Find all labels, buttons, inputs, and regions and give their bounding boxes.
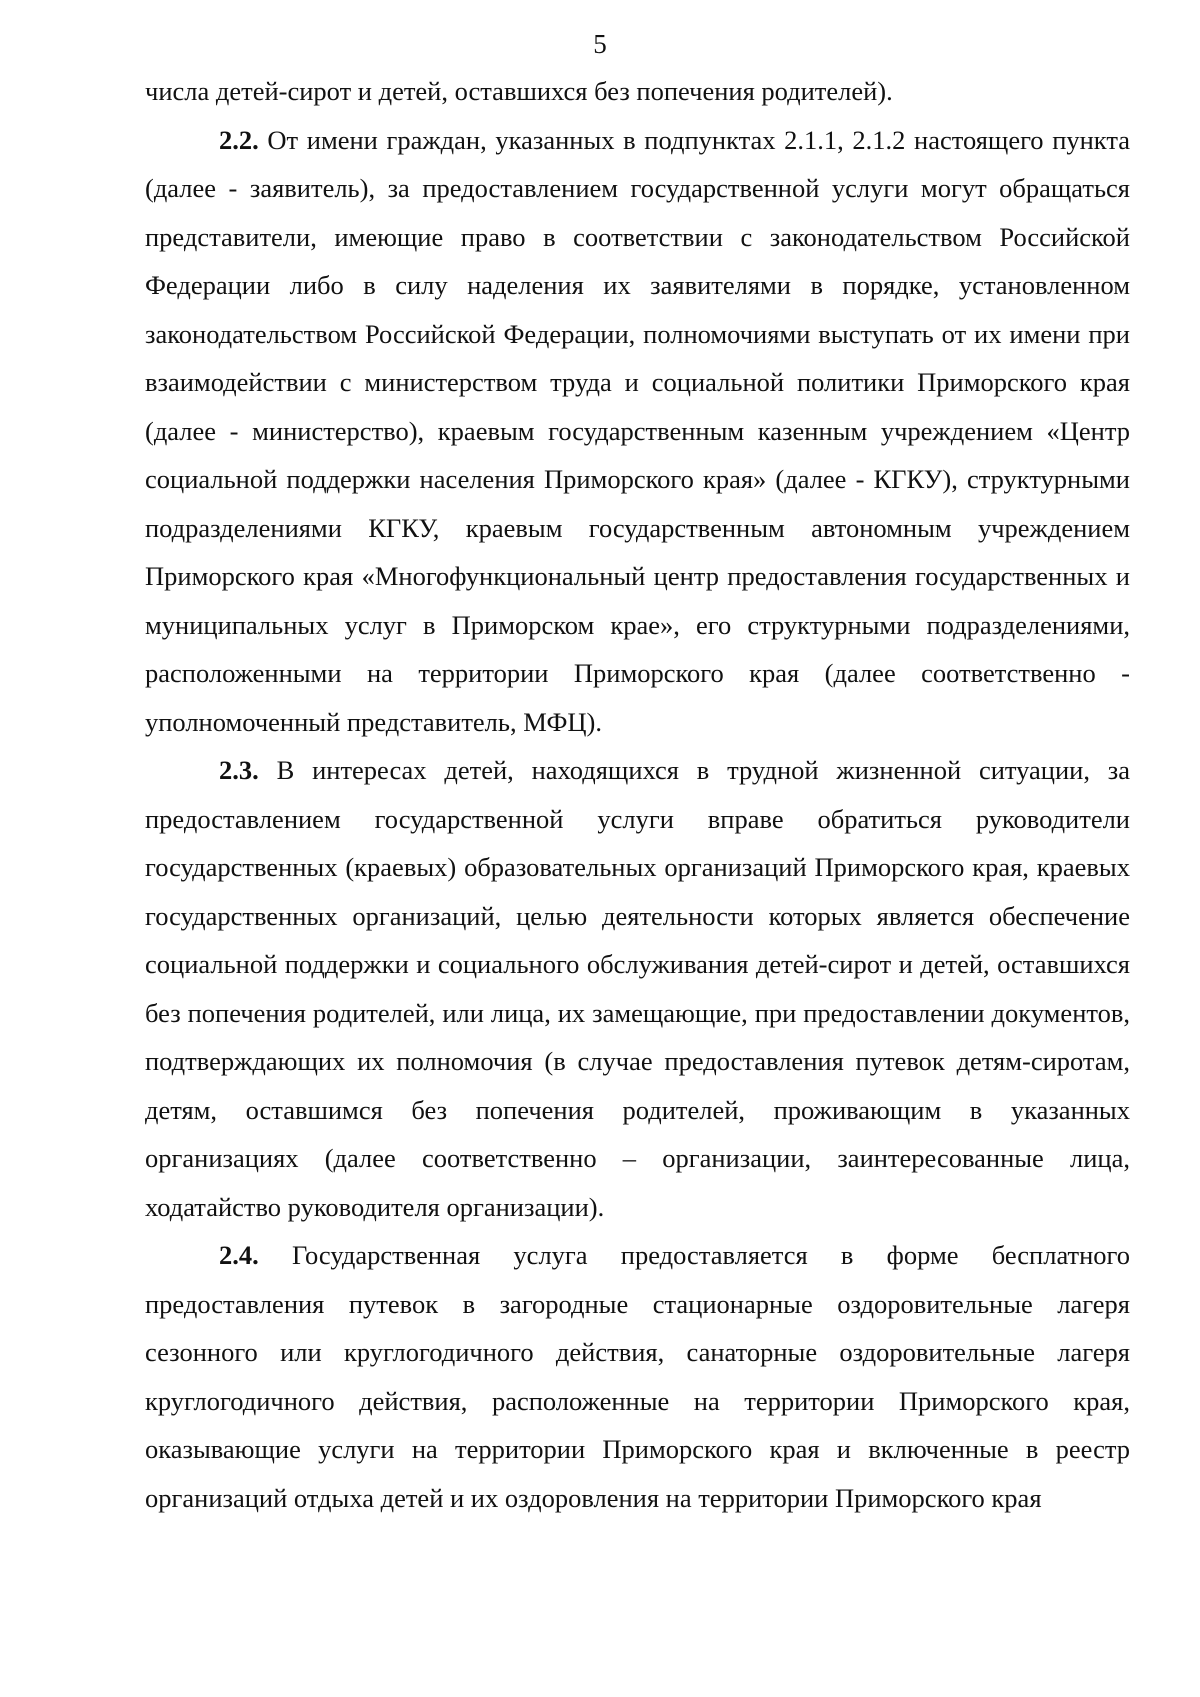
paragraph-number: 2.4. xyxy=(219,1240,259,1270)
paragraph-2-2 xyxy=(145,116,1130,747)
paragraph-2-4 xyxy=(145,1231,1130,1522)
page-number: 5 xyxy=(593,29,607,59)
paragraph-text: От имени граждан, указанных в подпунктах 2.1.1, 2.1.2 настоящего пункта (далее - заявитель), за предоставлением государственной услуги могут обращаться представители, имеющие право в соответствии с законодательством Российской Федерации либо в силу наделения их заявителями в порядке, установленном законодательством Российской Федерации, полномочиями выступать от их имени при взаимодействии с министерством труда и социальной политики Приморского края (далее - министерство), краевым государственным казенным учреждением «Центр социальной поддержки населения Приморского края» (далее - КГКУ), структурными подразделениями КГКУ, краевым государственным автономным учреждением Приморского края «Многофункциональный центр предоставления государственных и муниципальных услуг в Приморском крае», его структурными подразделениями, расположенными на территории Приморского края (далее соответственно - уполномоченный представитель, МФЦ). xyxy=(145,124,1131,737)
paragraph-text: Государственная услуга предоставляется в форме бесплатного предоставления путевок в загородные стационарные оздоровительные лагеря сезонного или круглогодичного действия, санаторные оздоровительные лагеря круглогодичного действия, расположенные на территории Приморского края, оказывающие услуги на территории Приморского края и включенные в реестр организаций отдыха детей и их оздоровления на территории Приморского края xyxy=(145,1240,1131,1513)
document-body xyxy=(145,67,1130,1522)
paragraph-number: 2.2. xyxy=(219,124,259,155)
paragraph-text: В интересах детей, находящихся в трудной жизненной ситуации, за предоставлением государственной услуги вправе обратиться руководители государственных (краевых) образовательных организаций Приморского края, краевых государственных организаций, целью деятельности которых является обеспечение социальной поддержки и социального обслуживания детей-сирот и детей, оставшихся без попечения родителей, или лица, их замещающие, при предоставлении документов, подтверждающих их полномочия (в случае предоставления путевок детям-сиротам, детям, оставшимся без попечения родителей, проживающим в указанных организациях (далее соответственно – организации, заинтересованные лица, ходатайство руководителя организации). xyxy=(145,755,1131,1222)
continuation-paragraph: числа детей-сирот и детей, оставшихся без попечения родителей). xyxy=(145,76,893,106)
paragraph-number: 2.3. xyxy=(219,755,259,785)
paragraph-2-3 xyxy=(145,746,1130,1231)
